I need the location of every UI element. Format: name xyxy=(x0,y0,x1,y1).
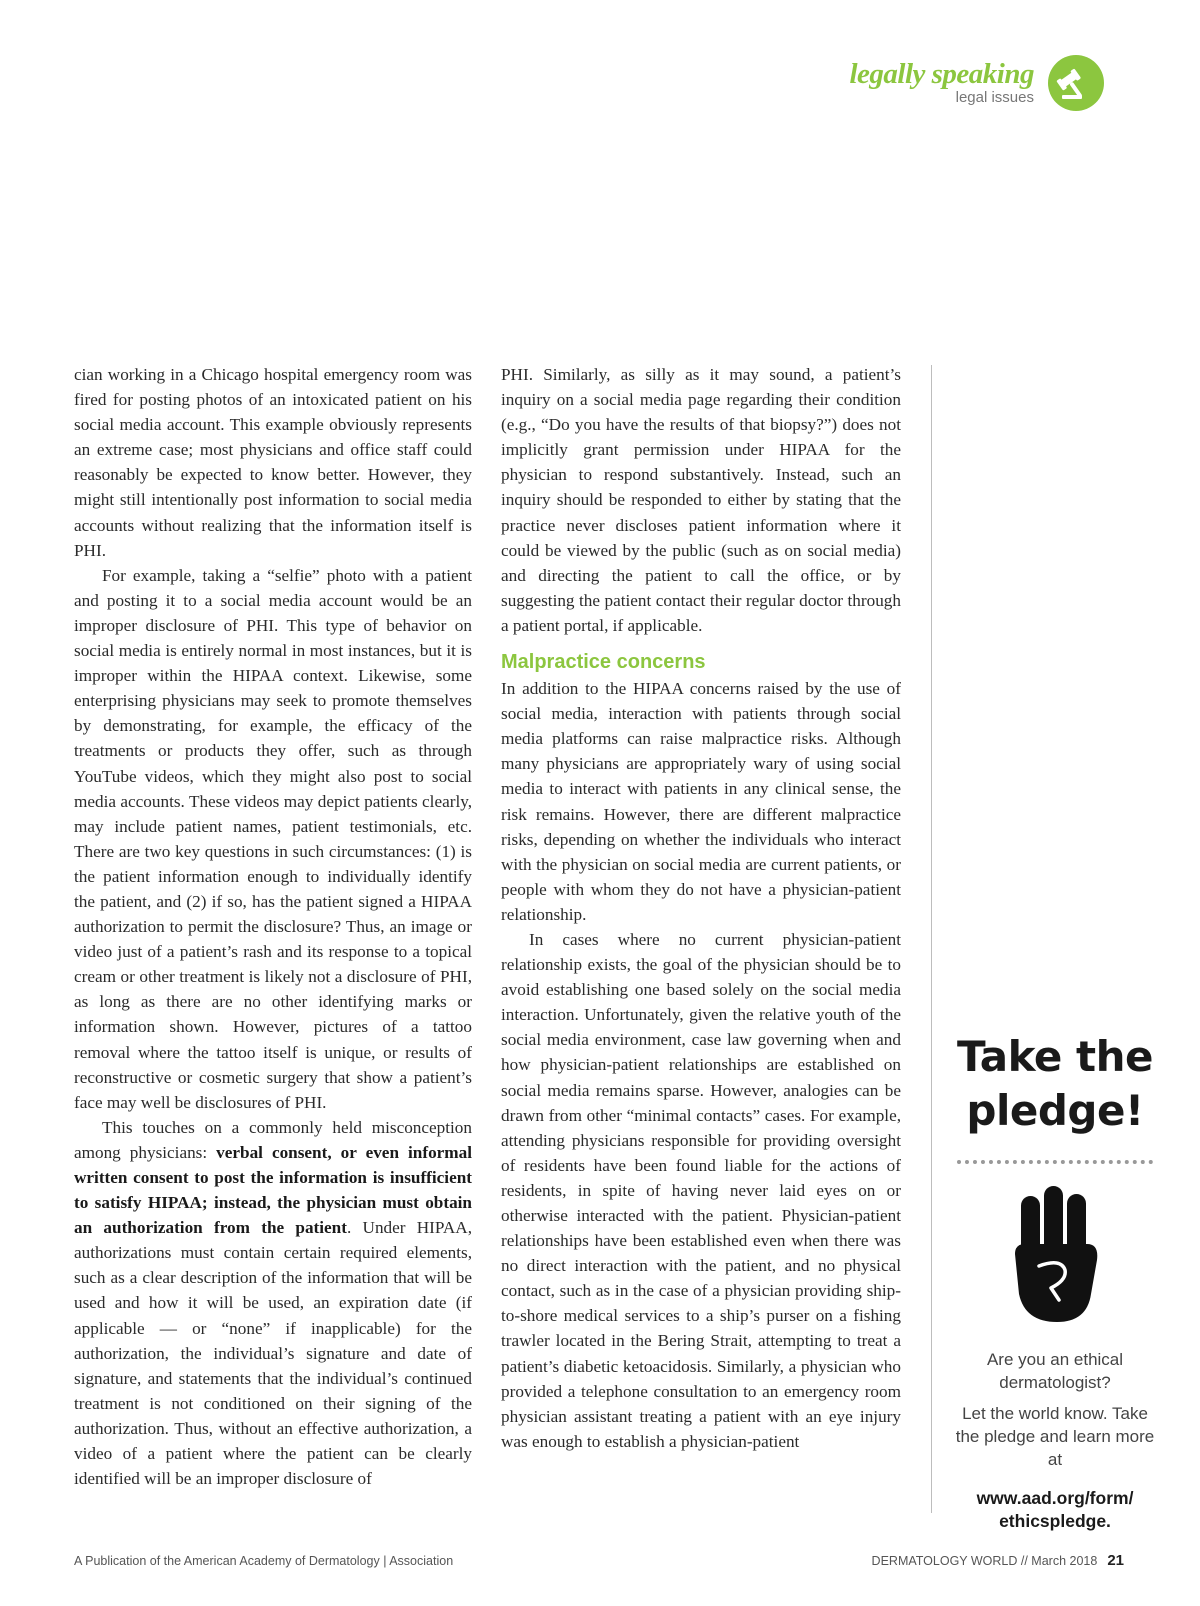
section-header-text xyxy=(849,59,1034,107)
section-header xyxy=(849,55,1104,111)
paragraph: For example, taking a “selfie” photo with a patient and posting it to a social media account would be an improper disclosure of PHI. This type of behavior on social media is entirely normal in most instances, but it is improper within the HIPAA context. Likewise, some enterprising physicians may seek to promote themselves by demonstrating, for example, the efficacy of the treatments or products they offer, such as through YouTube videos, which they might also post to social media accounts. These videos may depict patients clearly, may include patient names, patient testimonials, etc. There are two key questions in such circumstances: (1) is the patient information enough to individually identify the patient, and (2) if so, has the patient signed a HIPAA authorization to permit the disclosure? Thus, an image or video just of a patient’s rash and its response to a topical cream or other treatment is likely not a disclosure of PHI, as long as there are no other identifying marks or information shown. However, pictures of a tattoo removal where the tattoo itself is unique, or results of reconstructive or cosmetic surgery that show a patient’s face may well be disclosures of PHI. xyxy=(74,565,472,1112)
publication-credit: A Publication of the American Academy of Dermatology | Association xyxy=(74,1554,454,1568)
dotted-divider xyxy=(957,1160,1153,1164)
pledge-prompt: Let the world know. Take the pledge and learn more at xyxy=(955,1404,1155,1469)
gavel-icon xyxy=(1048,55,1104,111)
magazine-issue: DERMATOLOGY WORLD // March 2018 xyxy=(871,1554,1098,1568)
pledge-heading: Take the pledge! xyxy=(957,1032,1153,1135)
paragraph: In cases where no current physician-patient relationship exists, the goal of the physician should be to avoid establishing one based solely on the social media interaction. Unfortunately, given the relative youth of the social media environment, case law governing when and how physician-patient relationships are established on social media remains sparse. However, analogies can be drawn from other “minimal contacts” cases. For example, attending physicians responsible for providing oversight of residents have been found liable for the actions of residents, in spite of having never laid eyes on or otherwise interacted with the patient. Physician-patient relationships have been established even when there was no direct interaction with the patient, and no physical contact, such as in the case of a physician providing ship-to-shore medical services to a ship’s purser on a fishing trawler located in the Bering Strait, attempting to treat a patient’s diabetic ketoacidosis. Similarly, a physician who provided a telephone consultation to an emergency room physician assistant treating a patient with an eye injury was enough to establish a physician-patient xyxy=(501,929,901,1451)
section-subtitle: legal issues xyxy=(955,89,1034,106)
paragraph: cian working in a Chicago hospital emergency room was fired for posting photos of an intoxicated patient on his social media account. This example obviously represents an extreme case; most physicians and office staff could reasonably be expected to know better. However, they might still intentionally post information to social media accounts without realizing that the information itself is PHI. xyxy=(74,365,472,560)
emphasis-text: verbal consent, or even informal written consent to post the information is insufficient to satisfy HIPAA; instead, the physician must obtain an authorization from the patient xyxy=(74,1142,472,1238)
footer-folio xyxy=(872,1552,1124,1569)
page-number: 21 xyxy=(1107,1552,1124,1569)
paragraph-text: . Under HIPAA, authorizations must contain certain required elements, such as a clear description of the information that will be used and how it will be used, an expiration date (if applicable — or “none” if inapplicable) for the authorization, the individual’s signature and date of signature, and statements that the individual’s continued treatment is not conditioned on their signing of the authorization. Thus, without an effective authorization, a video of a patient where the patient can be clearly identified will be an improper disclosure of xyxy=(74,1218,472,1489)
pledge-question: Are you an ethical dermatologist? xyxy=(986,1350,1124,1392)
pledge-hand-icon xyxy=(1007,1182,1103,1326)
article-column-left xyxy=(74,362,472,1491)
paragraph: PHI. Similarly, as silly as it may sound, a patient’s inquiry on a social media page regarding their condition (e.g., “Do you have the results of that biopsy?”) does not implicitly grant permission under HIPAA for the physician to respond substantively. Instead, such an inquiry should be responded to either by stating that the practice never discloses patient information where it could be viewed by the public (such as on social media) and directing the patient to call the office, or by suggesting the patient contact their regular doctor through a patient portal, if applicable. xyxy=(501,365,901,635)
section-subheading: Malpractice concerns xyxy=(501,651,706,674)
column-divider xyxy=(931,365,932,1513)
paragraph-text: This touches on a commonly held misconception among physicians: xyxy=(74,1117,472,1162)
page-footer xyxy=(74,1552,1124,1572)
paragraph xyxy=(74,1115,472,1491)
pledge-link[interactable]: www.aad.org/form/ ethicspledge. xyxy=(976,1488,1134,1531)
section-title: legally speaking xyxy=(849,58,1034,90)
pledge-sidebar xyxy=(955,1030,1155,1533)
article-column-middle xyxy=(501,362,901,1454)
paragraph: In addition to the HIPAA concerns raised by the use of social media, interaction with patients through social media platforms can raise malpractice risks. Although many physicians are appropriately wary of using social media to interact with patients in any clinical sense, the risk remains. However, there are different malpractice risks, depending on whether the individuals who interact with the physician on social media are current patients, or people with whom they do not have a physician-patient relationship. xyxy=(501,679,901,924)
